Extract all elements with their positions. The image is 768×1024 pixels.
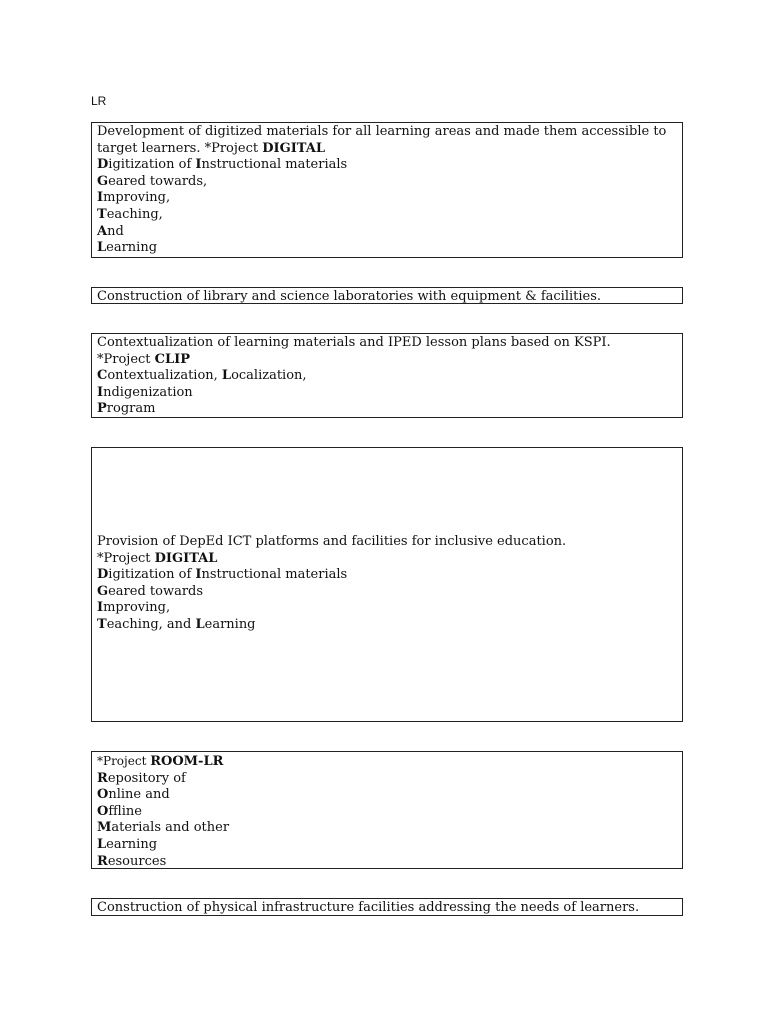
acronym-rest: nline and <box>108 787 170 803</box>
acronym-line <box>97 787 677 804</box>
acronym-rest: ontextualization, <box>107 368 222 384</box>
acronym-line <box>97 804 677 821</box>
ict-platforms-box <box>91 447 683 722</box>
acronym-initial: R <box>97 853 108 869</box>
acronym-initial: L <box>195 616 205 632</box>
acronym-initial: L <box>97 240 107 256</box>
library-construction-box <box>91 287 683 304</box>
infrastructure-construction-box <box>91 898 683 916</box>
acronym-line <box>97 401 677 418</box>
acronym-initial: O <box>97 803 109 819</box>
acronym-rest: eared towards, <box>108 173 208 189</box>
acronym-rest: ndigenization <box>103 384 193 400</box>
box1-description <box>97 124 677 157</box>
digital-materials-box <box>91 122 683 258</box>
acronym-initial: D <box>97 157 109 173</box>
acronym-line <box>97 224 677 241</box>
acronym-line <box>97 617 566 634</box>
acronym-initial: L <box>97 836 107 852</box>
acronym-line <box>97 854 677 871</box>
acronym-line <box>97 240 677 257</box>
box4-text: Provision of DepEd ICT platforms and facilities for inclusive education. <box>97 534 567 549</box>
acronym-initial: G <box>97 583 109 599</box>
acronym-rest: eaching, and <box>106 616 196 632</box>
clip-project-box <box>91 333 683 418</box>
box4-project-name: DIGITAL <box>154 550 218 566</box>
acronym-initial: R <box>97 770 108 786</box>
box4-content <box>97 534 566 634</box>
box3-text: Contextualization of learning materials and IPED lesson plans based on KSPI. <box>97 335 611 350</box>
acronym-rest: eared towards <box>108 583 204 599</box>
box4-project-line <box>97 551 566 568</box>
box1-project-name: DIGITAL <box>262 140 325 156</box>
acronym-rest: earning <box>106 836 158 852</box>
acronym-initial: O <box>97 787 109 803</box>
project-prefix: *Project <box>97 351 155 367</box>
acronym-rest: mproving, <box>103 190 171 206</box>
acronym-line <box>97 837 677 854</box>
acronym-initial: T <box>97 616 107 632</box>
acronym-rest: ocalization, <box>231 368 307 384</box>
acronym-initial: L <box>221 368 232 384</box>
acronym-initial: P <box>97 401 107 417</box>
acronym-rest: mproving, <box>103 600 171 616</box>
box2-text: Construction of library and science laboratories with equipment & facilities. <box>97 289 602 304</box>
acronym-line <box>97 600 566 617</box>
box3-project-line <box>97 352 677 369</box>
acronym-rest: igitization of <box>108 157 196 173</box>
acronym-rest: nstructional materials <box>201 157 348 173</box>
acronym-line <box>97 174 677 191</box>
box1-text: Development of digitized materials for all learning areas and made them accessible to target learners. *Project <box>97 124 667 156</box>
acronym-rest: nd <box>107 223 124 239</box>
acronym-line <box>97 567 566 584</box>
section-label-lr: LR <box>91 94 107 108</box>
acronym-line <box>97 385 677 402</box>
acronym-line <box>97 207 677 224</box>
box3-project-name: CLIP <box>154 351 190 367</box>
acronym-line <box>97 584 566 601</box>
box5-project-name: ROOM-LR <box>150 754 224 769</box>
acronym-rest: rogram <box>106 401 156 417</box>
acronym-initial: C <box>97 368 108 384</box>
acronym-initial: I <box>97 190 104 206</box>
acronym-initial: M <box>97 820 112 836</box>
acronym-line <box>97 157 677 174</box>
acronym-rest: earning <box>204 616 256 632</box>
acronym-initial: I <box>97 600 104 616</box>
acronym-rest: igitization of <box>108 567 196 583</box>
box5-project-line <box>97 753 677 771</box>
acronym-initial: A <box>97 223 108 239</box>
acronym-initial: I <box>97 384 104 400</box>
acronym-line <box>97 368 677 385</box>
acronym-line <box>97 771 677 788</box>
acronym-initial: G <box>97 173 109 189</box>
room-lr-project-box <box>91 751 683 869</box>
acronym-initial: I <box>195 567 202 583</box>
acronym-rest: epository of <box>107 770 186 786</box>
acronym-initial: T <box>97 206 107 222</box>
acronym-initial: I <box>195 157 202 173</box>
acronym-line <box>97 190 677 207</box>
acronym-rest: earning <box>106 240 158 256</box>
box6-text: Construction of physical infrastructure facilities addressing the needs of learners. <box>97 900 640 915</box>
acronym-rest: aterials and other <box>111 820 230 836</box>
acronym-line <box>97 820 677 837</box>
project-prefix: *Project <box>97 550 155 566</box>
acronym-rest: eaching, <box>106 206 163 222</box>
acronym-initial: D <box>97 567 109 583</box>
acronym-rest: esources <box>107 853 167 869</box>
acronym-rest: nstructional materials <box>201 567 348 583</box>
acronym-rest: ffline <box>108 803 142 819</box>
project-prefix: *Project <box>97 754 151 768</box>
